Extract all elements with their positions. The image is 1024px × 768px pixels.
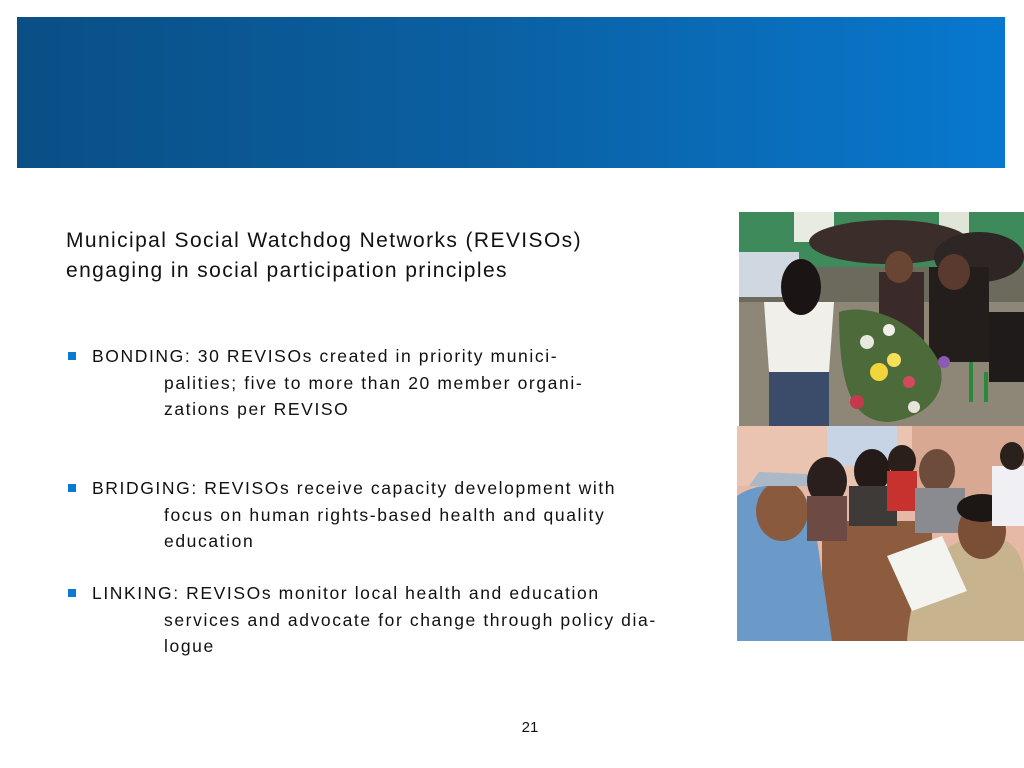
photo-meeting-table <box>737 426 1024 641</box>
heading-line-2: engaging in social participation principles <box>66 259 508 282</box>
bullet-line: logue <box>164 636 215 656</box>
photo-meeting-table-illustration <box>737 426 1024 641</box>
slide-heading <box>66 226 706 286</box>
bullet-line: zations per REVISO <box>164 399 350 419</box>
bullet-line: BONDING: 30 REVISOs created in priority munici- <box>92 346 559 366</box>
bullet-bonding <box>66 343 746 423</box>
bullet-bridging <box>66 475 746 555</box>
header-banner <box>17 17 1005 168</box>
photo-flower-arrangement-illustration <box>739 212 1024 426</box>
photo-flower-arrangement <box>739 212 1024 426</box>
bullet-line: services and advocate for change through policy dia- <box>164 609 657 630</box>
heading-line-1: Municipal Social Watchdog Networks (REVISOs) <box>66 229 582 252</box>
bullet-line: LINKING: REVISOs monitor local health and education <box>92 583 600 603</box>
bullet-linking <box>66 580 746 660</box>
square-bullet-icon <box>68 352 76 360</box>
bullet-line: focus on human rights-based health and quality <box>164 504 606 525</box>
square-bullet-icon <box>68 589 76 597</box>
square-bullet-icon <box>68 484 76 492</box>
page-number: 21 <box>521 719 539 736</box>
bullet-line: BRIDGING: REVISOs receive capacity development with <box>92 478 617 498</box>
bullet-line: palities; five to more than 20 member organi- <box>164 372 584 393</box>
bullet-line: education <box>164 531 255 551</box>
